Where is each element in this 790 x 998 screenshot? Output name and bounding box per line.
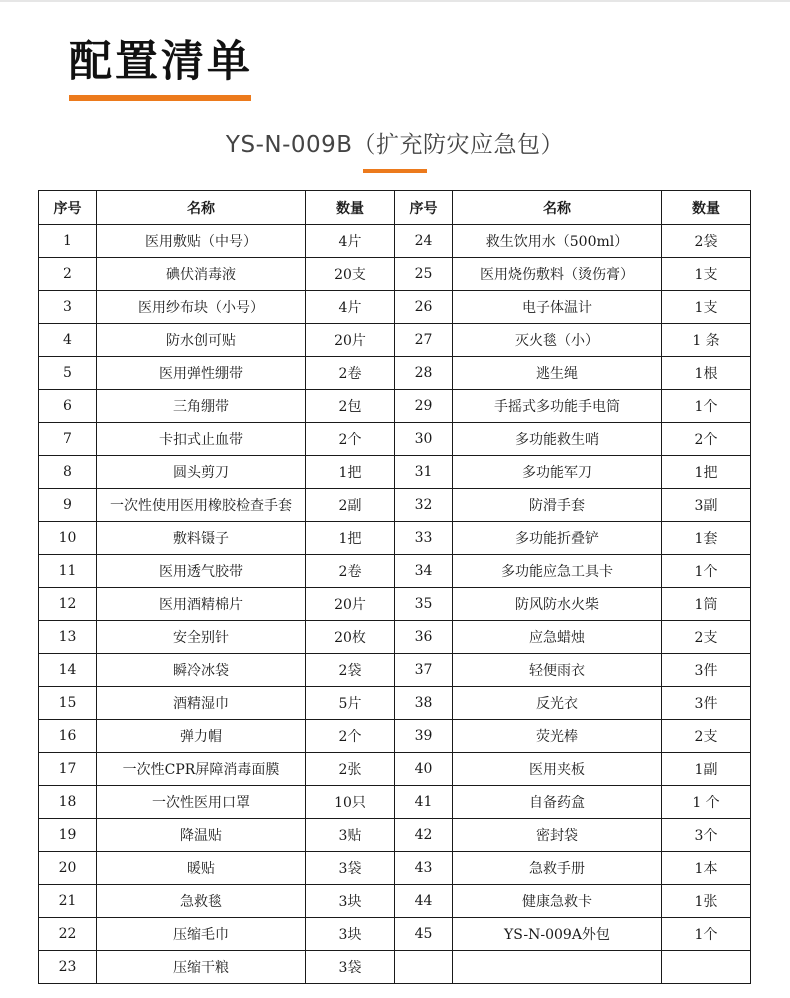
column-header-quantity: 数量 bbox=[662, 191, 751, 225]
cell-quantity: 2支 bbox=[662, 720, 751, 753]
top-divider bbox=[0, 0, 790, 2]
cell-quantity: 1根 bbox=[662, 357, 751, 390]
table-row bbox=[39, 258, 751, 291]
cell-quantity: 20枚 bbox=[306, 621, 395, 654]
inventory-table bbox=[38, 190, 751, 984]
table-row bbox=[39, 819, 751, 852]
cell-index: 8 bbox=[39, 456, 97, 489]
cell-item-name: 一次性使用医用橡胶检查手套 bbox=[97, 489, 306, 522]
cell-quantity: 2卷 bbox=[306, 555, 395, 588]
cell-index: 26 bbox=[395, 291, 453, 324]
cell-quantity: 20支 bbox=[306, 258, 395, 291]
cell-index: 43 bbox=[395, 852, 453, 885]
cell-quantity: 3袋 bbox=[306, 951, 395, 984]
cell-index: 28 bbox=[395, 357, 453, 390]
cell-item-name: 急救手册 bbox=[453, 852, 662, 885]
cell-item-name: 电子体温计 bbox=[453, 291, 662, 324]
table-row bbox=[39, 291, 751, 324]
cell-item-name: 医用敷贴（中号） bbox=[97, 225, 306, 258]
table-row bbox=[39, 753, 751, 786]
cell-quantity: 3块 bbox=[306, 885, 395, 918]
cell-item-name: 多功能应急工具卡 bbox=[453, 555, 662, 588]
table-row bbox=[39, 720, 751, 753]
cell-index bbox=[395, 951, 453, 984]
cell-item-name: 防水创可贴 bbox=[97, 324, 306, 357]
table-row bbox=[39, 687, 751, 720]
cell-quantity: 1套 bbox=[662, 522, 751, 555]
cell-index: 44 bbox=[395, 885, 453, 918]
cell-quantity: 2个 bbox=[306, 423, 395, 456]
cell-item-name: 急救毯 bbox=[97, 885, 306, 918]
cell-index: 24 bbox=[395, 225, 453, 258]
table-row bbox=[39, 489, 751, 522]
table-row bbox=[39, 225, 751, 258]
cell-quantity: 3块 bbox=[306, 918, 395, 951]
cell-item-name: 救生饮用水（500ml） bbox=[453, 225, 662, 258]
table-row bbox=[39, 918, 751, 951]
column-header-index: 序号 bbox=[395, 191, 453, 225]
cell-quantity: 2卷 bbox=[306, 357, 395, 390]
title-underline bbox=[69, 95, 251, 101]
cell-index: 10 bbox=[39, 522, 97, 555]
cell-index: 22 bbox=[39, 918, 97, 951]
cell-quantity: 1个 bbox=[662, 555, 751, 588]
cell-index: 5 bbox=[39, 357, 97, 390]
cell-index: 11 bbox=[39, 555, 97, 588]
cell-item-name bbox=[453, 951, 662, 984]
cell-index: 6 bbox=[39, 390, 97, 423]
cell-item-name: 密封袋 bbox=[453, 819, 662, 852]
cell-index: 13 bbox=[39, 621, 97, 654]
cell-item-name: 压缩毛巾 bbox=[97, 918, 306, 951]
cell-quantity: 2支 bbox=[662, 621, 751, 654]
cell-item-name: 敷料镊子 bbox=[97, 522, 306, 555]
table-row bbox=[39, 654, 751, 687]
cell-item-name: 医用烧伤敷料（烫伤膏） bbox=[453, 258, 662, 291]
cell-item-name: 应急蜡烛 bbox=[453, 621, 662, 654]
cell-item-name: 弹力帽 bbox=[97, 720, 306, 753]
cell-quantity: 3袋 bbox=[306, 852, 395, 885]
table-row bbox=[39, 324, 751, 357]
cell-item-name: 轻便雨衣 bbox=[453, 654, 662, 687]
product-subtitle: YS-N-009B（扩充防灾应急包） bbox=[225, 132, 565, 158]
cell-index: 7 bbox=[39, 423, 97, 456]
cell-quantity: 1张 bbox=[662, 885, 751, 918]
cell-item-name: 三角绷带 bbox=[97, 390, 306, 423]
cell-item-name: 酒精湿巾 bbox=[97, 687, 306, 720]
table-row bbox=[39, 555, 751, 588]
cell-item-name: 降温贴 bbox=[97, 819, 306, 852]
cell-index: 14 bbox=[39, 654, 97, 687]
table-row bbox=[39, 852, 751, 885]
cell-item-name: 碘伏消毒液 bbox=[97, 258, 306, 291]
cell-item-name: 防风防水火柴 bbox=[453, 588, 662, 621]
subtitle-underline bbox=[363, 169, 427, 173]
cell-item-name: 暖贴 bbox=[97, 852, 306, 885]
cell-item-name: 瞬冷冰袋 bbox=[97, 654, 306, 687]
cell-quantity: 2副 bbox=[306, 489, 395, 522]
cell-index: 3 bbox=[39, 291, 97, 324]
cell-index: 39 bbox=[395, 720, 453, 753]
column-header-name: 名称 bbox=[97, 191, 306, 225]
cell-quantity: 1把 bbox=[306, 456, 395, 489]
cell-quantity: 2个 bbox=[662, 423, 751, 456]
cell-quantity: 3件 bbox=[662, 654, 751, 687]
cell-quantity: 2包 bbox=[306, 390, 395, 423]
cell-quantity: 1本 bbox=[662, 852, 751, 885]
table-body bbox=[39, 225, 751, 984]
cell-item-name: 多功能救生哨 bbox=[453, 423, 662, 456]
cell-quantity: 3贴 bbox=[306, 819, 395, 852]
cell-quantity: 1支 bbox=[662, 258, 751, 291]
cell-quantity: 2袋 bbox=[306, 654, 395, 687]
cell-quantity: 1个 bbox=[662, 390, 751, 423]
cell-index: 38 bbox=[395, 687, 453, 720]
cell-index: 4 bbox=[39, 324, 97, 357]
cell-quantity: 1筒 bbox=[662, 588, 751, 621]
cell-quantity: 5片 bbox=[306, 687, 395, 720]
cell-item-name: 健康急救卡 bbox=[453, 885, 662, 918]
cell-quantity: 1把 bbox=[662, 456, 751, 489]
cell-item-name: 医用纱布块（小号） bbox=[97, 291, 306, 324]
table-row bbox=[39, 588, 751, 621]
column-header-index: 序号 bbox=[39, 191, 97, 225]
cell-index: 30 bbox=[395, 423, 453, 456]
cell-quantity: 20片 bbox=[306, 324, 395, 357]
cell-index: 32 bbox=[395, 489, 453, 522]
cell-item-name: 安全别针 bbox=[97, 621, 306, 654]
cell-quantity: 4片 bbox=[306, 225, 395, 258]
cell-quantity: 2张 bbox=[306, 753, 395, 786]
table-row bbox=[39, 390, 751, 423]
cell-index: 23 bbox=[39, 951, 97, 984]
cell-item-name: 手摇式多功能手电筒 bbox=[453, 390, 662, 423]
table-row bbox=[39, 885, 751, 918]
cell-item-name: 圆头剪刀 bbox=[97, 456, 306, 489]
cell-index: 25 bbox=[395, 258, 453, 291]
table-row bbox=[39, 357, 751, 390]
cell-quantity: 3件 bbox=[662, 687, 751, 720]
cell-item-name: 灭火毯（小） bbox=[453, 324, 662, 357]
cell-quantity: 1 个 bbox=[662, 786, 751, 819]
cell-quantity: 3副 bbox=[662, 489, 751, 522]
cell-index: 42 bbox=[395, 819, 453, 852]
cell-item-name: 医用弹性绷带 bbox=[97, 357, 306, 390]
cell-item-name: 医用透气胶带 bbox=[97, 555, 306, 588]
cell-quantity: 1 条 bbox=[662, 324, 751, 357]
cell-item-name: 一次性CPR屏障消毒面膜 bbox=[97, 753, 306, 786]
cell-item-name: 自备药盒 bbox=[453, 786, 662, 819]
column-header-name: 名称 bbox=[453, 191, 662, 225]
cell-quantity: 1个 bbox=[662, 918, 751, 951]
cell-quantity: 10只 bbox=[306, 786, 395, 819]
table-row bbox=[39, 522, 751, 555]
cell-index: 12 bbox=[39, 588, 97, 621]
cell-quantity: 2个 bbox=[306, 720, 395, 753]
cell-quantity: 1把 bbox=[306, 522, 395, 555]
cell-index: 35 bbox=[395, 588, 453, 621]
table-row bbox=[39, 786, 751, 819]
cell-quantity: 4片 bbox=[306, 291, 395, 324]
cell-index: 9 bbox=[39, 489, 97, 522]
table-row bbox=[39, 621, 751, 654]
cell-item-name: 荧光棒 bbox=[453, 720, 662, 753]
cell-quantity: 1支 bbox=[662, 291, 751, 324]
cell-index: 16 bbox=[39, 720, 97, 753]
cell-index: 31 bbox=[395, 456, 453, 489]
cell-quantity: 3个 bbox=[662, 819, 751, 852]
cell-quantity: 2袋 bbox=[662, 225, 751, 258]
cell-item-name: YS-N-009A外包 bbox=[453, 918, 662, 951]
cell-index: 41 bbox=[395, 786, 453, 819]
column-header-quantity: 数量 bbox=[306, 191, 395, 225]
cell-item-name: 医用酒精棉片 bbox=[97, 588, 306, 621]
cell-item-name: 反光衣 bbox=[453, 687, 662, 720]
cell-item-name: 多功能折叠铲 bbox=[453, 522, 662, 555]
cell-index: 45 bbox=[395, 918, 453, 951]
cell-item-name: 防滑手套 bbox=[453, 489, 662, 522]
cell-item-name: 压缩干粮 bbox=[97, 951, 306, 984]
cell-item-name: 卡扣式止血带 bbox=[97, 423, 306, 456]
table-row bbox=[39, 423, 751, 456]
cell-item-name: 医用夹板 bbox=[453, 753, 662, 786]
cell-index: 37 bbox=[395, 654, 453, 687]
table-header-row bbox=[39, 191, 751, 225]
cell-quantity: 20片 bbox=[306, 588, 395, 621]
cell-index: 20 bbox=[39, 852, 97, 885]
cell-quantity bbox=[662, 951, 751, 984]
cell-index: 40 bbox=[395, 753, 453, 786]
cell-quantity: 1副 bbox=[662, 753, 751, 786]
cell-index: 33 bbox=[395, 522, 453, 555]
cell-index: 17 bbox=[39, 753, 97, 786]
cell-index: 21 bbox=[39, 885, 97, 918]
page-title: 配置清单 bbox=[69, 37, 253, 87]
cell-item-name: 多功能军刀 bbox=[453, 456, 662, 489]
cell-index: 27 bbox=[395, 324, 453, 357]
cell-index: 15 bbox=[39, 687, 97, 720]
cell-item-name: 一次性医用口罩 bbox=[97, 786, 306, 819]
table-row bbox=[39, 456, 751, 489]
cell-index: 18 bbox=[39, 786, 97, 819]
cell-index: 19 bbox=[39, 819, 97, 852]
cell-index: 1 bbox=[39, 225, 97, 258]
cell-index: 36 bbox=[395, 621, 453, 654]
cell-index: 29 bbox=[395, 390, 453, 423]
cell-index: 34 bbox=[395, 555, 453, 588]
cell-index: 2 bbox=[39, 258, 97, 291]
cell-item-name: 逃生绳 bbox=[453, 357, 662, 390]
table-row bbox=[39, 951, 751, 984]
